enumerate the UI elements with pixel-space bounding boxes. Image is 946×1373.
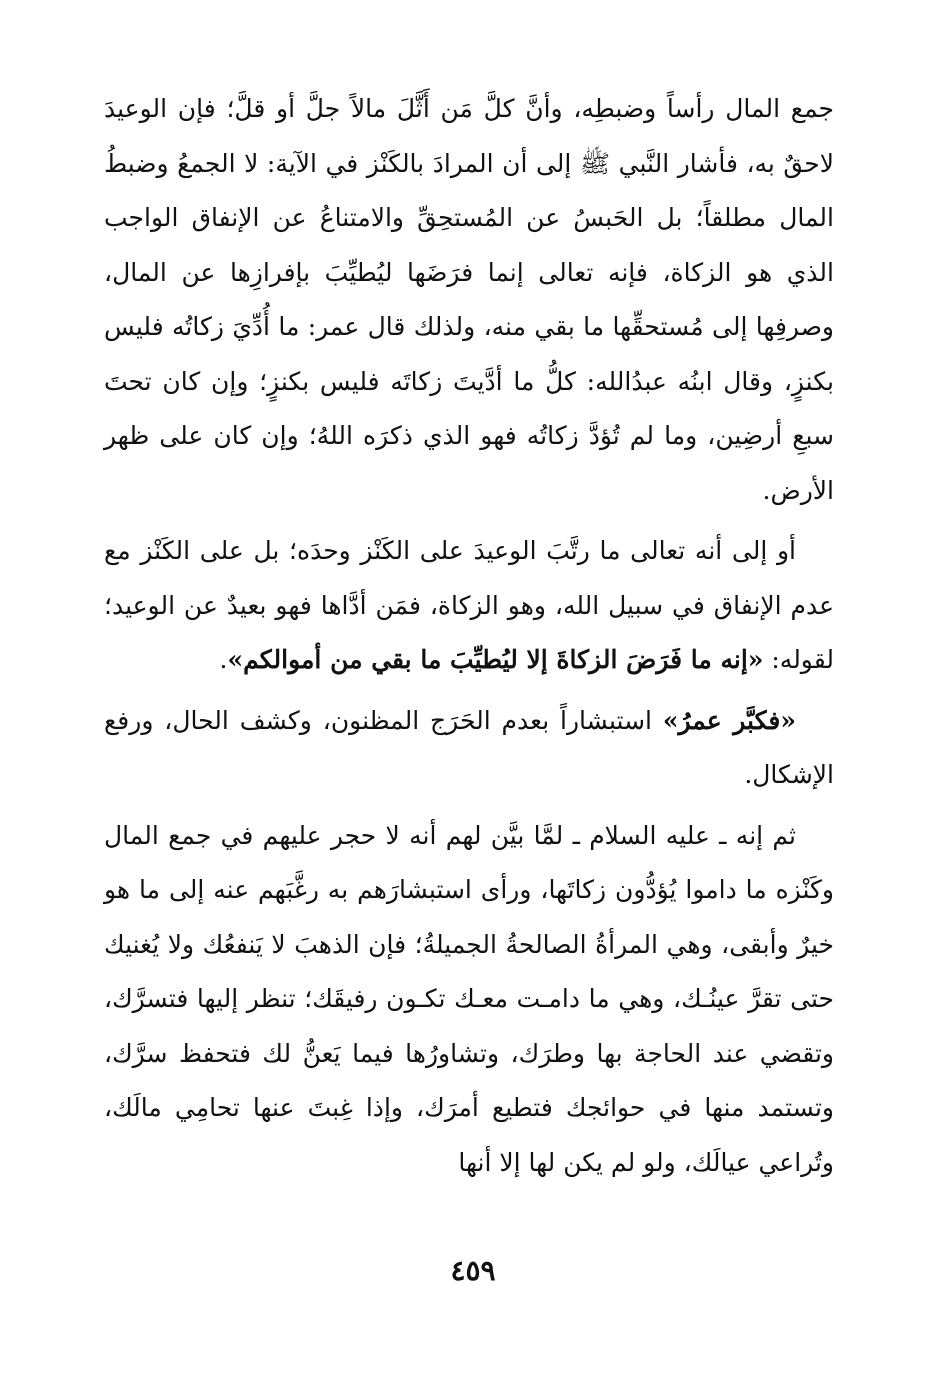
paragraph-1-text: جمع المال رأساً وضبطِه، وأنَّ كلَّ مَن أَثَّلَ مالاً جلَّ أو قلَّ؛ فإن الوعيدَ لاحقٌ به، فأشار النَّبي ﷺ إلى أن المرادَ بالكَنْز في الآية: لا الجمعُ وضبطُ المال مطلقاً؛ بل الحَبسُ عن المُستحِقِّ والامتناعُ عن الإنفاق الواجب الذي هو الزكاة، فإنه تعالى إنما فرَضَها ليُطيِّبَ بإفرازِها عن المال، وصرفِها إلى مُستحقِّها ما بقي منه، ولذلك قال عمر: ما أُدِّيَ زكاتُه فليس بكنزٍ، وقال ابنُه عبدُالله: كلُّ ما أدَّيتَ زكاتَه فليس بكنزٍ؛ وإن كان تحتَ سبعِ أرضِين، وما لم تُؤدَّ زكاتُه فهو الذي ذكرَه اللهُ؛ وإن كان على ظهر الأرض.: [104, 94, 834, 505]
paragraph-1: [104, 82, 834, 518]
paragraph-3: [104, 694, 834, 803]
page-number: ٤٥٩: [450, 1254, 496, 1287]
paragraph-3-text: استبشاراً بعدم الحَرَج المظنون، وكشف الحال، ورفع الإشكال.: [104, 705, 834, 789]
quoted-phrase: «فكبَّر عمرُ»: [662, 705, 796, 735]
paragraph-4-text: ثم إنه ـ عليه السلام ـ لمَّا بيَّن لهم أنه لا حجر عليهم في جمع المال وكَنْزه ما داموا يُؤدُّون زكاتَها، ورأى استبشارَهم به رغَّبَهم عنه إلى ما هو خيرٌ وأبقى، وهي المرأةُ الصالحةُ الجميلةُ؛ فإن الذهبَ لا يَنفعُك ولا يُغنيك حتى تقرَّ عينُـك، وهي ما دامـت معـك تكـون رفيقَك؛ تنظر إليها فتسرَّك، وتقضي عند الحاجة بها وطرَك، وتشاورُها فيما يَعنُّ لك فتحفظ سرَّك، وتستمد منها في حوائجك فتطيع أمرَك، وإذا غِبتَ عنها تحامِي مالَك، وتُراعي عيالَك، ولو لم يكن لها إلا أنها: [104, 820, 834, 1177]
paragraph-4: [104, 809, 834, 1191]
paragraph-2-end: .: [219, 645, 228, 674]
hadith-quote: «إنه ما فَرَضَ الزكاةَ إلا ليُطيِّبَ ما بقي من أموالكم»: [227, 645, 764, 674]
page-body: [104, 82, 834, 1190]
paragraph-2-text: أو إلى أنه تعالى ما رتَّبَ الوعيدَ على الكَنْز وحدَه؛ بل على الكَنْز مع عدم الإنفاق في سبيل الله، وهو الزكاة، فمَن أدَّاها فهو بعيدٌ عن الوعيد؛ لقوله:: [104, 536, 834, 674]
paragraph-2: [104, 524, 834, 688]
